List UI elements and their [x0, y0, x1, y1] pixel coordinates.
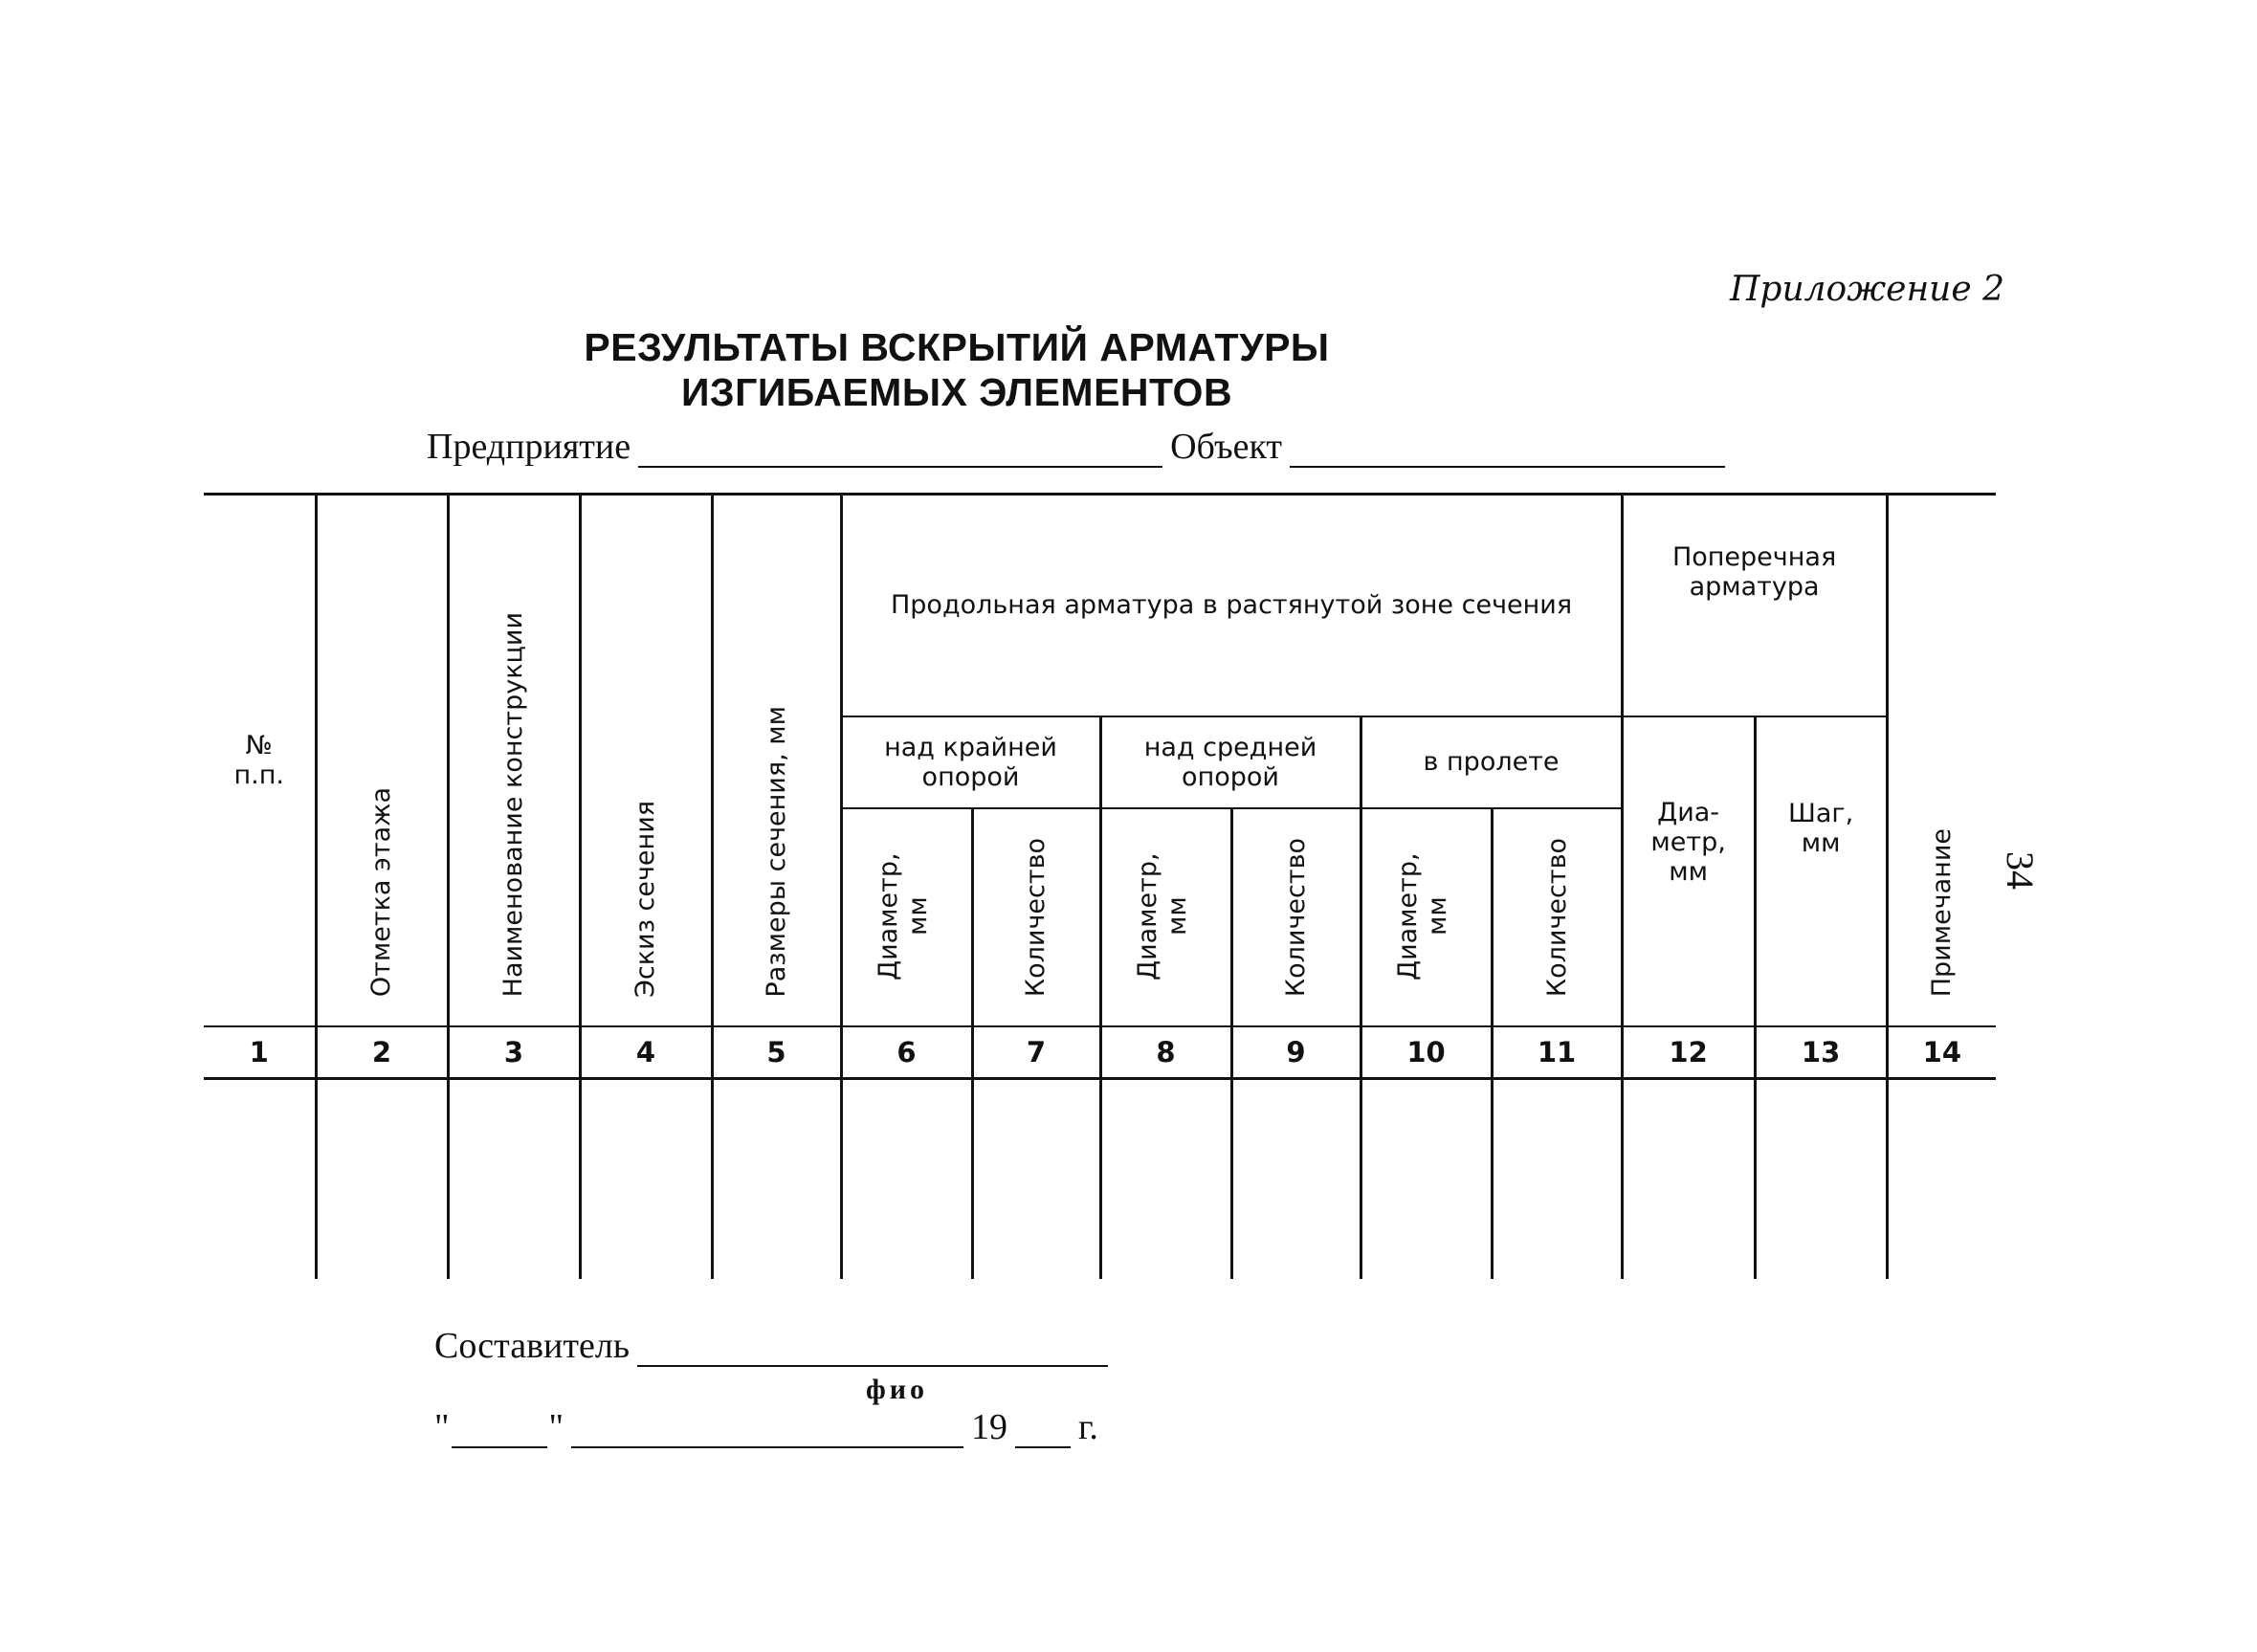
- data-cell[interactable]: [448, 1078, 580, 1279]
- data-cell[interactable]: [204, 1078, 316, 1279]
- column-number: 2: [316, 1026, 448, 1079]
- enterprise-label: Предприятие: [427, 427, 631, 467]
- compiler-line: [434, 1325, 1116, 1367]
- column-number: 7: [972, 1026, 1100, 1079]
- data-cell[interactable]: [1755, 1078, 1887, 1279]
- column-number: 11: [1492, 1026, 1622, 1079]
- header-longitudinal-group: Продольная арматура в растянутой зоне сечения: [841, 495, 1622, 716]
- header-trans-diameter: Диа- метр, мм: [1622, 716, 1755, 1026]
- header-floor-mark: Отметка этажа: [316, 495, 448, 1026]
- header-edge-diameter: Диаметр, мм: [841, 808, 972, 1026]
- column-number: 14: [1887, 1026, 1996, 1079]
- header-edge-quantity: Количество: [972, 808, 1100, 1026]
- header-transverse-group: Поперечная арматура: [1622, 495, 1887, 716]
- header-edge-support: над крайней опорой: [841, 716, 1100, 808]
- data-cell[interactable]: [712, 1078, 841, 1279]
- header-middle-diameter: Диаметр, мм: [1100, 808, 1231, 1026]
- header-middle-quantity: Количество: [1231, 808, 1361, 1026]
- column-number: 13: [1755, 1026, 1887, 1079]
- header-span-quantity: Количество: [1492, 808, 1622, 1026]
- header-section-size: Размеры сечения, мм: [712, 495, 841, 1026]
- page-number: 34: [1999, 851, 2042, 890]
- data-cell[interactable]: [316, 1078, 448, 1279]
- column-number: 12: [1622, 1026, 1755, 1079]
- data-cell[interactable]: [1492, 1078, 1622, 1279]
- data-cell[interactable]: [1100, 1078, 1231, 1279]
- header-fields: [427, 426, 1733, 468]
- data-cell[interactable]: [580, 1078, 712, 1279]
- data-cell[interactable]: [1361, 1078, 1492, 1279]
- column-number: 3: [448, 1026, 580, 1079]
- year-suffix: г.: [1078, 1407, 1098, 1447]
- date-line: [434, 1406, 1098, 1448]
- header-section-sketch: Эскиз сечения: [580, 495, 712, 1026]
- title-text: РЕЗУЛЬТАТЫ ВСКРЫТИЙ АРМАТУРЫ ИЗГИБАЕМЫХ ЭЛЕМЕНТОВ: [584, 325, 1330, 414]
- data-cell[interactable]: [841, 1078, 972, 1279]
- column-number: 1: [204, 1026, 316, 1079]
- year-field[interactable]: [1015, 1414, 1071, 1448]
- quote-open: ": [434, 1407, 450, 1447]
- data-cell[interactable]: [972, 1078, 1100, 1279]
- header-trans-step: Шаг, мм: [1755, 716, 1887, 1026]
- table-row: [204, 1078, 1996, 1279]
- compiler-label: Составитель: [434, 1326, 631, 1366]
- column-number: 10: [1361, 1026, 1492, 1079]
- object-field[interactable]: [1290, 433, 1725, 468]
- header-span-diameter: Диаметр, мм: [1361, 808, 1492, 1026]
- column-number: 8: [1100, 1026, 1231, 1079]
- column-number: 6: [841, 1026, 972, 1079]
- month-field[interactable]: [571, 1414, 963, 1448]
- data-cell[interactable]: [1622, 1078, 1755, 1279]
- column-number: 5: [712, 1026, 841, 1079]
- header-construction-name: Наименование конструкции: [448, 495, 580, 1026]
- data-cell[interactable]: [1231, 1078, 1361, 1279]
- header-span: в пролете: [1361, 716, 1622, 808]
- column-number: 9: [1231, 1026, 1361, 1079]
- day-field[interactable]: [452, 1414, 547, 1448]
- enterprise-field[interactable]: [638, 433, 1162, 468]
- column-number: 4: [580, 1026, 712, 1079]
- year-prefix: 19: [971, 1407, 1008, 1447]
- header-number: № п.п.: [204, 495, 316, 1026]
- header-middle-support: над средней опорой: [1100, 716, 1361, 808]
- column-numbers-row: [204, 1026, 1996, 1079]
- header-note: Примечание: [1887, 495, 1996, 1026]
- data-cell[interactable]: [1887, 1078, 1996, 1279]
- quote-close: ": [548, 1407, 564, 1447]
- object-label: Объект: [1170, 427, 1283, 467]
- compiler-field[interactable]: [637, 1333, 1108, 1367]
- results-table: [204, 493, 1996, 1279]
- appendix-label: Приложение 2: [1730, 270, 2004, 309]
- fio-caption: фио: [866, 1374, 929, 1405]
- document-title: [0, 325, 1473, 415]
